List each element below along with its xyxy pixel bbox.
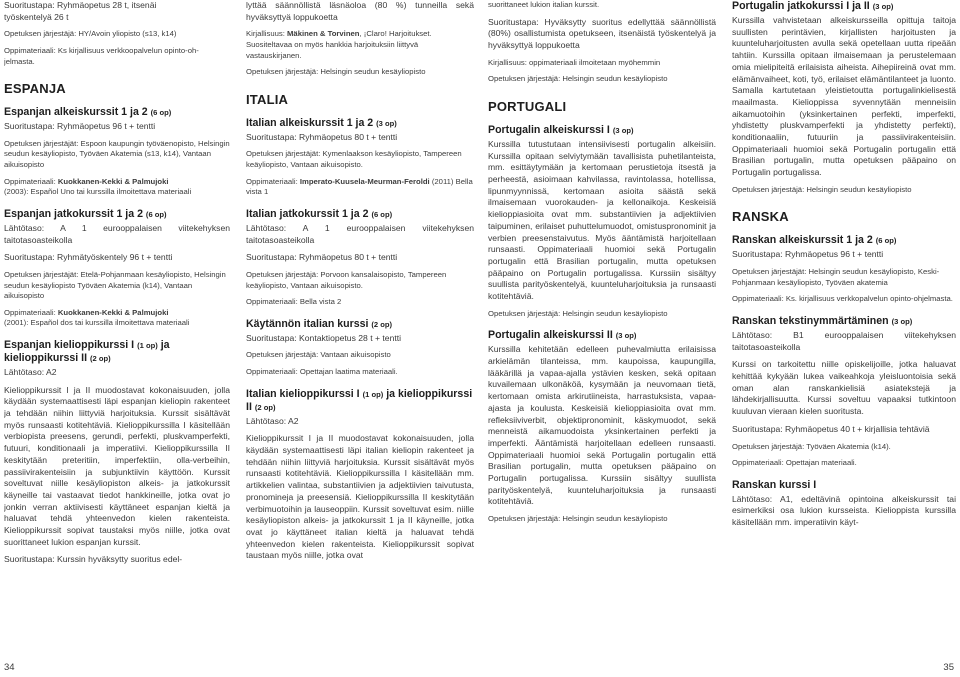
text: Kielioppikurssit I ja II muodostavat kokonaisuuden, jolla käydään systemaattisesti läpi italian kieliopin rakenteet ja tehdään niihin liittyviä harjoituksia. Kurssit sisältävät myös runsaasti kotitehtäviä. Kielioppikurssilla I käsitellään mm. artikkelien valintaa, substantiivien ja adjektiivien taivutusta, pronomineja ja preesensiä. Kielioppikurssilla II keskitytään verbimuotoihin ja lauseoppiin. Kurssit soveltuvat esim. niille kesäyliopiston alkeis- ja jatkokurssit 1 ja II käyneille, jotka ovat jo käyttäneet italian kieltä ja haluavat tehdä yhteenvedon kielen rakenteista. Kielioppikurssit sopivat taustaan myös niille, jotka ovat [246, 433, 474, 561]
course-title: Italian alkeiskurssit 1 ja 2 [246, 116, 374, 129]
text: Suoritustapa: Ryhmäopetus 80 t + tentti [246, 252, 398, 263]
detail-text [732, 442, 956, 453]
text: Kurssilla vahvistetaan alkeiskursseilla opittuja taitoja suullisten perintävien, kirjallisten harjoitusten ja kuunteluharjoitusten avulla sekä opetellaan uutta ripeään tahtiin. Kurssilla opitaan ilmaisemaan ja perustelemaan omia mielipiteitä erilaisista aiheista. Aihepiireinä ovat mm. elämänvaiheet, koti, työ, erilaiset elämäntilanteet ja luonto. Samalla kartutetaan yleistietoutta portugalinkielisestä maailmasta. Kielioppissa syvennytään menneisiin aikamuotoihin (yksinkertainen perfekti, imperfekti, yhdistetty pluskvamperfekti ja yhdistetty perfekti), konditionaaliin, futuuriin ja passiivirakenteisiin. Oppimateriaali huomioi sekä Portugalin portugalin että Brasilian portugalin, mutta opetuksen pääpaino on Portugalin portugalissa. [732, 15, 956, 178]
course-heading [246, 318, 474, 331]
body-text [4, 0, 230, 12]
detail-text [246, 40, 474, 61]
body-text [246, 0, 474, 23]
credit-points: (2 op) [254, 402, 276, 412]
course-title: Ranskan kurssi I [732, 478, 817, 491]
text: Oppimateriaali: Ks kirjallisuus verkkoopalvelun opinto-oh- [4, 46, 199, 55]
credit-points: (2 op) [371, 319, 393, 329]
author-name: Kuokkanen-Kekki & Palmujoki [57, 176, 169, 186]
text: Oppimateriaali: Opettajan laatima materiaali. [246, 367, 398, 377]
column-4 [732, 0, 956, 660]
credit-points: (3 op) [612, 125, 634, 135]
body-text [4, 252, 230, 264]
credit-points: (6 op) [875, 236, 897, 246]
section-heading: ESPANJA [4, 81, 66, 97]
author-name: Mäkinen & Torvinen [287, 29, 360, 39]
text: Oppimateriaali: Ks. kirjallisuus verkkopalvelun opinto-ohjelmasta. [732, 294, 953, 304]
detail-text [246, 297, 474, 308]
column-2 [246, 0, 474, 660]
text: Kielioppikurssit I ja II muodostavat kokonaisuuden, jolla käydään systemaattisesti läpi espanjan kieliopin rakenteet ja tehdään niihin liittyviä harjoituksia. Kurssit sisältävät myös runsaasti kotitehtäviä. Kielioppikurssilla I käsitellään verbiopista preesens, gerundi, perfekti, pluskvamperfekti, futuuri, konditionaali ja imperatiivi. Kielioppikurssilla II keskitytään preteritiin, imperfektiin, olla-verbeihin, passiivirakenteisiin ja subjunktiivin käyttöön. Kurssit soveltuvat niille kesäyliopiston alkeis- ja jatkokurssit käyneille tai vastaavat tiedot hankkineille, jotka ovat jo jonkin verran aktiivisesti käyttäneet espanjan kieltä ja haluavat tehdä yhteenvedon kielen rakenteista. Kielioppikurssit sopivat taustaksi myös niille, jotka ovat suorittaneet lukion espanjan kurssit. [4, 384, 230, 547]
course-title: Espanjan kielioppikurssi I [4, 338, 135, 351]
course-title: Portugalin jatkokurssi I ja II [732, 0, 870, 12]
text: Oppimateriaali: Opettajan materiaali. [732, 458, 857, 468]
credit-points: (3 op) [376, 118, 397, 128]
section-heading: RANSKA [732, 209, 789, 225]
detail-text [732, 458, 956, 469]
text: Opetuksen järjestäjät: Espoon kaupungin työväenopisto, Helsingin seudun kesäyliopisto, Työväen Akatemia (s13, k14), Vantaan aikuisopisto [4, 138, 230, 170]
text: Suoritustapa: Ryhmätyöskentely 96 t + tentti [4, 252, 173, 263]
text: Oppimateriaali: [4, 176, 58, 186]
column-3 [488, 0, 716, 660]
detail-text [732, 185, 956, 196]
text: Opetuksen järjestäjä: Vantaan aikuisopisto [246, 350, 391, 360]
body-text [488, 17, 716, 52]
credit-points: (3 op) [891, 316, 913, 326]
course-title: Italian jatkokurssit 1 ja 2 [246, 207, 369, 220]
body-text [4, 554, 230, 566]
body-text [4, 12, 230, 24]
detail-text [488, 0, 716, 11]
detail-text [732, 267, 956, 288]
credit-points: (6 op) [371, 209, 393, 219]
column-1 [4, 0, 230, 660]
detail-text [488, 74, 716, 85]
text: Lähtötaso: A1, edeltävinä opintoina alkeiskurssit tai esimerkiksi osa lukion kursseista. Kielioppista kurssilla käsitellään mm. imperatiivin käyt- [732, 493, 956, 528]
text: Opetuksen järjestäjä: HY/Avoin yliopisto (s13, k14) [4, 29, 177, 39]
text: Kurssilla kehitetään edelleen puhevalmiutta erilaisissa arkielämän tilanteissa, mm. kaupoissa, kaupungilla, lääkärillä ja vapaa-ajalla ystävien kesken, sekä opitaan kuvailemaan ulkonäköä, kysymään ja neuvomaan tietä, kertomaan omista arkirutiineista, harrastuksista, vapaa-ajasta ja koulusta. Keskeisiä kielioppiasioita ovat mm. refleksiiviverbit, objektipronominit, käskymuodot, sekä menneistä aikamuodoista yksinkertainen perfekti ja imperfekti. Ääntämistä harjoitellaan edelleen runsaasti. Oppimateriaali huomioi sekä Portugalin portugalin että Brasilian portugalin, mutta opetuksen pääpaino on Portugalin portugalissa. Kurssiin sisältyy suullista parityöskentelyä, kuunteluharjoituksia ja runsaasti kotitehtäviä. [488, 344, 716, 507]
detail-text [732, 294, 956, 305]
detail-text [4, 29, 230, 40]
body-text [732, 249, 956, 261]
text: Opetuksen järjestäjä: Helsingin seudun kesäyliopisto [488, 514, 668, 524]
credit-points: (3 op) [615, 331, 637, 341]
course-heading [488, 124, 716, 137]
text: Opetuksen järjestäjät: Helsingin seudun kesäyliopisto, Keski-Pohjanmaan kesäyliopisto, Työväen akatemia [732, 267, 940, 287]
detail-text [4, 177, 230, 188]
body-text [732, 359, 956, 418]
course-title: Espanjan alkeiskurssit 1 ja 2 [4, 106, 148, 119]
detail-text [4, 270, 230, 302]
section-heading: ITALIA [246, 91, 289, 107]
body-text [732, 15, 956, 179]
page-number-left: 34 [4, 662, 15, 673]
body-text [4, 121, 230, 133]
text: Opetuksen järjestäjät: Etelä-Pohjanmaan kesäyliopisto, Helsingin seudun kesäyliopisto Työväen Akatemia (k14), Vantaan aikuisopisto [4, 269, 226, 301]
body-text [4, 385, 230, 549]
text: Kirjallisuus: oppimateriaali ilmoitetaan myöhemmin [488, 57, 661, 67]
detail-text [4, 57, 230, 68]
text: Kurssi on tarkoitettu niille opiskelijoille, jotka haluavat kehittää kykyään lukea vaikeahkoja yleisluontoisia sekä oman alan ranskankielisiä asiatekstejä ja lähdekirjallisuutta. Kurssi soveltuu vapaaksi tutkintoon kuuluvan vieraan kielen suoritusta. [732, 359, 956, 417]
text: Oppimateriaali: [246, 176, 300, 186]
text: Suositeltavaa on myös hankkia harjoituksiin liittyvä vastauskirjanen. [246, 40, 419, 60]
course-heading [732, 0, 956, 13]
body-text [4, 367, 230, 379]
text: Suoritustapa: Ryhmäopetus 96 t + tentti [4, 121, 156, 132]
text: Suoritustapa: Ryhmäopetus 28 t, itsenäi [4, 0, 157, 10]
text: (2001): Español dos tai kurssilla ilmoitettava materiaali [4, 318, 190, 328]
course-heading [488, 329, 716, 342]
author-name: Kuokkanen-Kekki & Palmujoki [57, 307, 169, 317]
body-text [4, 223, 230, 246]
course-title-2: ja kielioppikurssi II [246, 387, 473, 413]
text: Lähtötaso: A2 [4, 366, 57, 377]
course-heading [4, 106, 230, 119]
detail-text [246, 270, 474, 291]
text: Opetuksen järjestäjä: Helsingin seudun kesäyliopisto [246, 67, 426, 77]
body-text [246, 416, 474, 428]
detail-text [246, 350, 474, 361]
body-text [732, 494, 956, 529]
text: jelmasta. [4, 56, 35, 66]
text: Kirjallisuus: [246, 29, 288, 39]
text: Oppimateriaali: [4, 307, 58, 317]
text: Lähtötaso: A2 [246, 415, 299, 426]
detail-text [4, 187, 230, 198]
text: (2003): Español Uno tai kurssilla ilmoitettava materiaali [4, 187, 192, 197]
detail-text [246, 67, 474, 78]
text: Opetuksen järjestäjä: Työväen Akatemia (k14). [732, 441, 891, 451]
detail-text [4, 46, 230, 57]
text: Oppimateriaali: Bella vista 2 [246, 297, 342, 307]
text: Suoritustapa: Kurssin hyväksytty suoritus edel- [4, 554, 183, 565]
text: Suoritustapa: Ryhmäopetus 40 t + kirjallisia tehtäviä [732, 423, 930, 434]
credit-points: (6 op) [150, 108, 172, 118]
course-heading [732, 479, 956, 492]
credit-points: (1 op) [137, 340, 158, 350]
course-title: Portugalin alkeiskurssi II [488, 329, 613, 342]
text: , ¡Claro! Harjoitukset. [359, 29, 432, 39]
course-title: Käytännön italian kurssi [246, 317, 369, 330]
credit-points: (1 op) [362, 389, 384, 399]
course-title: Espanjan jatkokurssit 1 ja 2 [4, 207, 143, 220]
body-text [488, 139, 716, 303]
detail-text [246, 367, 474, 378]
course-title-2: ja kielioppikurssi II [4, 338, 170, 364]
detail-text [246, 29, 474, 40]
detail-text [488, 58, 716, 69]
text: Opetuksen järjestäjä: Helsingin seudun kesäyliopisto [488, 74, 668, 84]
detail-text [4, 139, 230, 171]
credit-points: (6 op) [145, 209, 167, 219]
text: Kurssilla tutustutaan intensiivisesti portugalin alkeisiin. Kurssilla opitaan selviytymään tavallisista puhetilanteista, mm. esittäytymään ja kertomaan perustietoja itsestä ja perheestä, asioimaan kahvilassa, ravintolassa, hotellissa, lipunmyynnissä, kertomaan asioita säästä sekä ilmaisemaan vuorokauden- ja kellonaikoja. Keskeisiä kielioppiasioita ovat mm. substantiivien ja adjektiivien taipuminen, erilaiset puhuttelumuodot, omistuspronominit ja verbien preesenstaivutus. Myös ääntämistä harjoitellaan runsaasti. Oppimateriaali huomioi sekä Portugalin portugalin että Brasilian portugalin, mutta opetuksen pääpaino on Portugalin portugalissa. Kurssiin sisältyy suullista parityöskentelyä, kuunteluharjoituksia ja runsaasti kotitehtäviä. [488, 138, 716, 302]
course-heading [4, 208, 230, 221]
text: lyttää säännöllistä läsnäoloa (80 %) tunneilla sekä hyväksyttyä loppukoetta [246, 0, 474, 22]
text: Opetuksen järjestäjä: Helsingin seudun kesäyliopisto [732, 184, 912, 194]
text: Lähtötaso: B1 eurooppalaisen viitekehyksen taitotasoasteikolla [732, 329, 956, 352]
body-text [246, 132, 474, 144]
detail-text [488, 309, 716, 320]
body-text [246, 252, 474, 264]
detail-text [488, 514, 716, 525]
course-heading [732, 315, 956, 328]
course-heading [246, 117, 474, 130]
body-text [732, 330, 956, 353]
page-number-right: 35 [943, 662, 954, 673]
detail-text [4, 318, 230, 329]
body-text [488, 344, 716, 508]
text: suorittaneet lukion italian kurssit. [488, 0, 600, 9]
course-heading [246, 208, 474, 221]
text: Suoritustapa: Ryhmäopetus 96 t + tentti [732, 249, 884, 260]
text: Suoritustapa: Hyväksytty suoritus edellyttää säännöllistä (80%) osallistumista opetukseen, itsenäistä työskentelyä ja hyväksyttyä loppukoetta [488, 16, 716, 50]
credit-points: (3 op) [872, 2, 894, 11]
text: Opetuksen järjestäjä: Porvoon kansalaisopisto, Tampereen keäyliopisto, Vantaan aikuisopisto. [246, 269, 447, 290]
course-title: Italian kielioppikurssi I [246, 387, 360, 400]
author-name: Imperato-Kuusela-Meurman-Feroldi [299, 176, 430, 186]
text: Lähtötaso: A 1 eurooppalaisen viitekehyksen taitotasoasteikolla [246, 222, 474, 245]
course-heading [246, 388, 474, 414]
course-title: Ranskan tekstinymmärtäminen [732, 314, 889, 327]
text: Suoritustapa: Ryhmäopetus 80 t + tentti [246, 131, 398, 142]
text: Opetuksen järjestäjät: Kymenlaakson kesäyliopisto, Tampereen keäyliopisto, Vantaan aikuisopisto. [246, 149, 462, 170]
detail-text [4, 308, 230, 319]
text: työskentelyä 26 t [4, 11, 69, 22]
course-title: Portugalin alkeiskurssi I [488, 123, 610, 136]
detail-text [246, 149, 474, 170]
text: Opetuksen järjestäjä: Helsingin seudun kesäyliopisto [488, 308, 668, 318]
course-heading [732, 234, 956, 247]
body-text [246, 433, 474, 562]
text: Lähtötaso: A 1 eurooppalaisen viitekehyksen taitotasoasteikolla [4, 222, 230, 245]
credit-points: (2 op) [89, 353, 111, 363]
text: (2011) Bella vista 1 [246, 176, 473, 197]
body-text [732, 424, 956, 436]
course-heading [4, 339, 230, 365]
body-text [246, 223, 474, 246]
body-text [246, 333, 474, 345]
course-title: Ranskan alkeiskurssit 1 ja 2 [732, 234, 873, 247]
text: Suoritustapa: Kontaktiopetus 28 t + tentti [246, 332, 402, 343]
section-heading: PORTUGALI [488, 98, 567, 114]
detail-text [246, 177, 474, 198]
